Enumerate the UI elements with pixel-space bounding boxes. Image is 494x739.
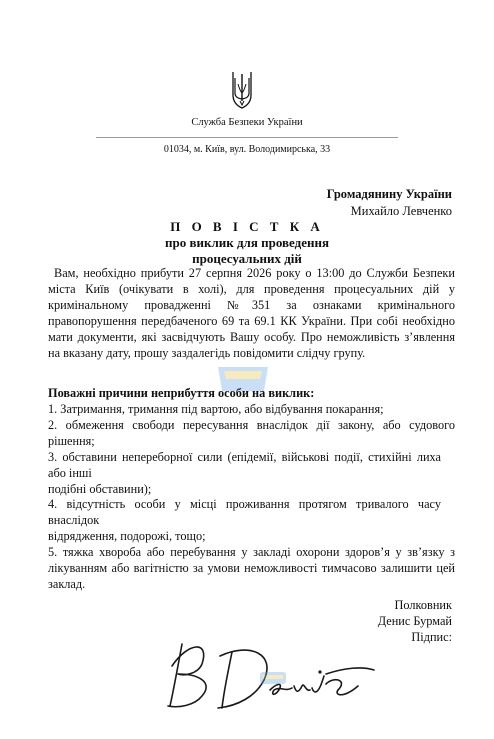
recipient-title: Громадянину України xyxy=(326,187,452,201)
signer-name: Денис Бурмай xyxy=(377,614,452,628)
reasons-list xyxy=(48,402,455,593)
document-title xyxy=(0,219,494,267)
signer-rank: Полковник xyxy=(394,598,452,612)
handwritten-signature xyxy=(158,636,380,716)
title-subheading-1: про виклик для проведення xyxy=(164,235,330,250)
agency-name: Служба Безпеки України xyxy=(191,117,303,128)
list-item: подібні обставини); xyxy=(48,481,152,496)
list-item: 1. Затримання, тримання під вартою, або відбування покарання; xyxy=(48,402,384,416)
recipient-block xyxy=(327,186,452,220)
list-item: 3. обставини непереборної сили (епідемії, військові події, стихійні лиха або інші xyxy=(48,449,441,480)
recipient-name: Михайло Левченко xyxy=(350,204,452,218)
list-item: 5. тяжка хвороба або перебування у закладі охорони здоров’я у зв’язку з лікуванням або вагітністю за умови неможливості тимчасово залишити цей заклад. xyxy=(48,545,455,591)
list-item: відрядження, подорожі, тощо; xyxy=(48,529,206,544)
summons-paragraph: Вам, необхідно прибути 27 серпня 2026 року о 13:00 до Служби Безпеки міста Київ (очікувати в холі), для проведення процесуальних дій у кримінальному провадженні №351 за ознаками кримінального правопорушення передбаченого 69 та 69.1 КК України. При собі необхідно мати документи, які засвідчують Вашу особу. Про неможливість з’явлення на вказану дату, прошу заздалегідь повідомити слідчу групу. xyxy=(48,266,455,360)
title-subheading-2: процесуальних дій xyxy=(192,251,302,266)
signature-label: Підпис: xyxy=(411,630,452,644)
list-item: 4. відсутність особи у місці проживання протягом тривалого часу внаслідок xyxy=(48,497,441,528)
trident-coat-of-arms-icon xyxy=(231,71,253,109)
reasons-heading: Поважні причини неприбуття особи на виклик: xyxy=(48,386,315,400)
list-item: 2. обмеження свободи пересування внаслідок дії закону, або судового рішення; xyxy=(48,417,455,448)
signer-block xyxy=(378,597,452,645)
agency-address: 01034, м. Київ, вул. Володимирська, 33 xyxy=(163,144,331,155)
title-heading: П О В І С Т К А xyxy=(170,219,324,234)
header-divider xyxy=(96,137,398,138)
